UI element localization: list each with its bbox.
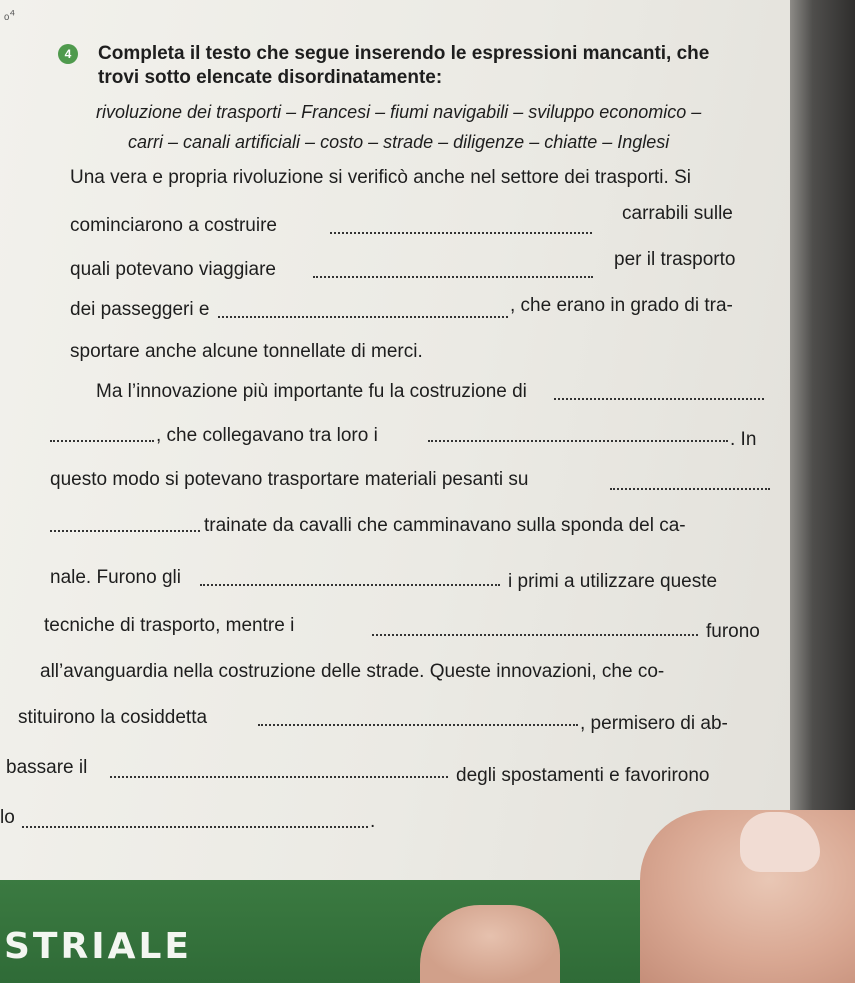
- text-line-2b: carrabili sulle: [622, 203, 733, 224]
- blank-5[interactable]: [50, 440, 154, 442]
- text-line-13a: stituirono la cosiddetta: [18, 707, 208, 728]
- text-line-4b: , che erano in grado di tra-: [510, 295, 733, 316]
- text-line-7b: . In: [730, 429, 757, 450]
- text-line-3b: per il trasporto: [614, 249, 736, 270]
- footer-label: STRIALE: [4, 926, 192, 967]
- text-line-11a: tecniche di trasporto, mentre i: [44, 615, 295, 636]
- corner-mark: ₒ͏⁴: [4, 6, 16, 22]
- blank-10[interactable]: [372, 634, 698, 636]
- text-line-2a: cominciarono a costruire: [70, 215, 277, 236]
- text-line-6: Ma l’innovazione più importante fu la costruzione di: [96, 381, 527, 402]
- text-line-11b: furono: [706, 621, 760, 642]
- blank-12[interactable]: [110, 776, 448, 778]
- text-line-14b: degli spostamenti e favorirono: [456, 765, 710, 786]
- blank-11[interactable]: [258, 724, 578, 726]
- text-line-4a: dei passeggeri e: [70, 299, 210, 320]
- text-line-15a: lo: [0, 807, 15, 828]
- exercise-title-line2: trovi sotto elencate disordinatamente:: [98, 67, 443, 88]
- text-line-8: questo modo si potevano trasportare materiali pesanti su: [50, 469, 529, 490]
- blank-2[interactable]: [313, 276, 593, 278]
- text-line-15b: .: [370, 811, 376, 832]
- text-line-10b: i primi a utilizzare queste: [508, 571, 718, 592]
- blank-7[interactable]: [610, 488, 770, 490]
- text-line-7a: , che collegavano tra loro i: [156, 425, 378, 446]
- text-line-12: all’avanguardia nella costruzione delle strade. Queste innovazioni, che co-: [40, 661, 665, 682]
- blank-3[interactable]: [218, 316, 508, 318]
- blank-4[interactable]: [554, 398, 764, 400]
- text-line-3a: quali potevano viaggiare: [70, 259, 276, 280]
- word-bank-line2: carri – canali artificiali – costo – strade – diligenze – chiatte – Inglesi: [128, 132, 670, 152]
- exercise-title-line1: Completa il testo che segue inserendo le espressioni mancanti, che: [98, 43, 710, 64]
- text-line-1: Una vera e propria rivoluzione si verificò anche nel settore dei trasporti. Si: [70, 167, 691, 188]
- exercise-number-badge: 4: [58, 44, 78, 64]
- text-line-10a: nale. Furono gli: [50, 567, 181, 588]
- text-line-14a: bassare il: [6, 757, 88, 778]
- blank-1[interactable]: [330, 232, 592, 234]
- blank-6[interactable]: [428, 440, 728, 442]
- text-line-9: trainate da cavalli che camminavano sulla sponda del ca-: [204, 515, 686, 536]
- blank-9[interactable]: [200, 584, 500, 586]
- word-bank-line1: rivoluzione dei trasporti – Francesi – fiumi navigabili – sviluppo economico –: [96, 102, 702, 122]
- text-line-5: sportare anche alcune tonnellate di merci.: [70, 341, 423, 362]
- blank-8[interactable]: [50, 530, 200, 532]
- blank-13[interactable]: [22, 826, 368, 828]
- text-line-13b: , permisero di ab-: [580, 713, 728, 734]
